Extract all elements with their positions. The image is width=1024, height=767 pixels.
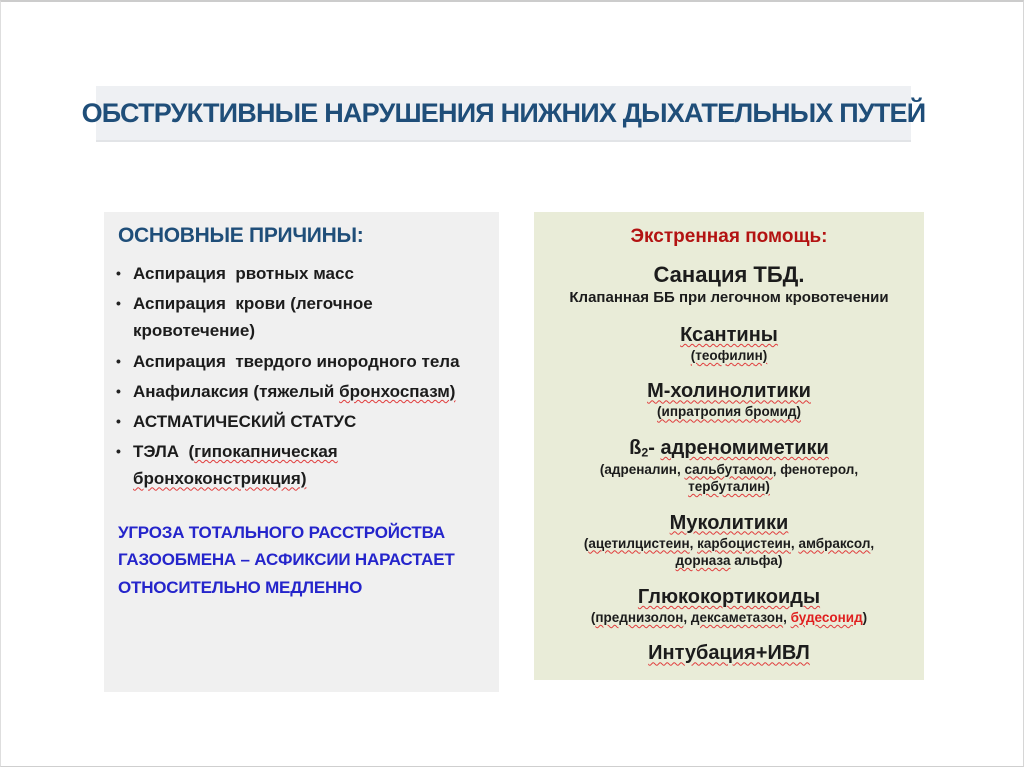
bullet-icon: • [116,295,121,312]
cause-item-text [133,378,487,405]
text-segment: , фенотерол, [772,461,859,477]
text-segment: Санация ТБД. [653,262,805,287]
drug-examples-line [540,288,918,308]
cause-item [116,438,487,492]
emergency-heading: Экстренная помощь: [630,226,828,247]
drug-class-heading [540,323,918,347]
treatment-block [540,323,918,365]
warning-line: ОТНОСИТЕЛЬНО МЕДЛЕННО [118,577,363,597]
text-segment: Глюкокортикоиды [637,585,821,608]
text-segment: , [683,609,691,625]
text-segment [338,442,343,461]
text-segment: , [689,535,698,551]
text-segment: (теофилин) [690,347,768,363]
drug-examples-line [540,347,918,365]
text-segment: (ипратропия бромид) [657,404,801,420]
text-segment: ТЭЛА ( [133,442,195,462]
drug-examples-line [540,535,918,553]
text-segment: Клапанная ББ при легочном кровотечении [569,289,889,307]
bullet-icon: • [116,412,121,429]
text-segment: Анафилаксия (тяжелый [133,381,340,401]
text-segment: преднизолон [595,609,684,625]
text-segment: ) [862,609,868,625]
text-segment: Аспирация рвотных масс [133,264,354,283]
text-segment: будесонид [790,609,863,625]
cause-item [116,408,487,435]
text-segment: , [870,535,875,551]
text-segment: , [790,535,799,551]
drug-class-heading [540,436,918,461]
text-segment: АСТМАТИЧЕСКИЙ СТАТУС [133,411,357,431]
text-segment: ацетилцистеин [588,535,690,551]
cause-item [116,378,487,405]
text-segment: сальбутамол [684,461,773,477]
text-segment: бронхоспазм) [339,381,456,401]
treatment-blocks [540,262,918,665]
bullet-icon: • [116,443,121,460]
treatment-block [540,262,918,308]
text-segment: тербуталин) [688,479,770,495]
drug-class-heading [540,511,918,535]
cause-item-text [133,438,487,492]
text-segment: 2 [641,445,649,460]
text-segment: гипокапническая [194,442,338,462]
text-segment: (адреналин, [599,461,685,477]
text-segment: ( [583,535,589,551]
causes-panel [104,212,499,692]
causes-list [116,260,487,493]
drug-examples-line [540,552,918,570]
text-segment: ( [590,609,596,625]
text-segment: амбраксол [798,535,871,551]
drug-class-heading [540,641,918,665]
warning-line: УГРОЗА ТОТАЛЬНОГО РАССТРОЙСТВА [118,522,445,542]
treatment-block [540,641,918,665]
treatment-block [540,379,918,421]
causes-heading: ОСНОВНЫЕ ПРИЧИНЫ: [118,224,364,247]
text-segment: Аспирация твердого инородного тела [133,351,460,371]
slide-title: ОБСТРУКТИВНЫЕ НАРУШЕНИЯ НИЖНИХ ДЫХАТЕЛЬНЫХ ПУТЕЙ [81,97,926,128]
warning-text [118,519,487,602]
cause-item-text [133,348,487,375]
drug-class-heading [540,262,918,288]
cause-item-text [133,260,487,287]
text-segment: ß [629,436,642,459]
cause-item [116,290,487,344]
drug-examples-line [540,609,918,627]
text-segment: дорназа [675,553,731,569]
text-segment: альфа) [730,553,783,569]
text-segment: Интубация+ИВЛ [648,642,810,665]
cause-item [116,348,487,375]
treatment-block [540,585,918,627]
bullet-icon: • [116,265,121,281]
drug-class-heading [540,379,918,403]
text-segment: дексаметазон [690,609,784,625]
text-segment: адреномиметики [660,436,829,459]
bullet-icon: • [116,352,121,369]
cause-item-text [133,290,487,344]
warning-line: ГАЗООБМЕНА – АСФИКСИИ НАРАСТАЕТ [118,550,455,570]
drug-examples-line [540,478,918,496]
cause-item [116,260,487,287]
drug-examples-line [540,403,918,421]
text-segment: Муколитики [669,511,789,534]
drug-class-heading [540,585,918,609]
cause-item-text [133,408,487,435]
text-segment: - [648,436,661,459]
text-segment: карбоцистеин [697,535,791,551]
bullet-icon: • [116,382,121,399]
text-segment: , [783,609,791,625]
text-segment: Аспирация крови (легочное кровотечение) [133,294,378,341]
emergency-panel [534,212,924,680]
text-segment: бронхоконстрикция) [133,469,307,489]
treatment-block [540,436,918,496]
drug-examples-line [540,461,918,479]
slide-title-bar [81,86,926,142]
text-segment: Ксантины [680,323,778,346]
text-segment: М-холинолитики [647,380,811,403]
treatment-block [540,511,918,570]
